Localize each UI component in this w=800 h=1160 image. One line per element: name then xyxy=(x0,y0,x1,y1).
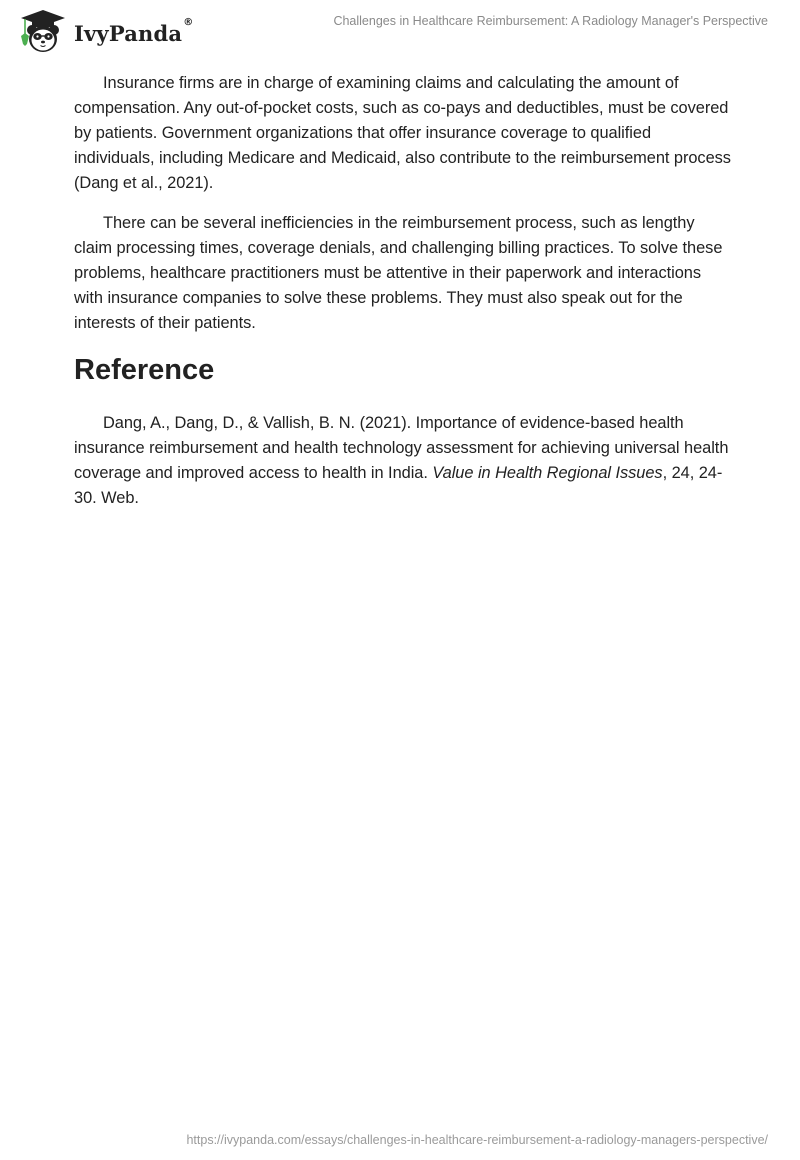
reference-entry xyxy=(74,411,734,511)
reference-text: Dang, A., Dang, D., & Vallish, B. N. (2021). Importance of evidence-based health insurance reimbursement and health technology assessment for achieving universal health coverage and improved access to health in India. xyxy=(74,414,729,482)
registered-mark: ® xyxy=(183,16,194,28)
journal-title: Value in Health Regional Issues xyxy=(432,464,663,482)
body-paragraph-1: Insurance firms are in charge of examining claims and calculating the amount of compensation. Any out-of-pocket costs, such as co-pays and deductibles, must be covered by patients. Government organizations that offer insurance coverage to qualified individuals, including Medicare and Medicaid, also contribute to the reimbursement process (Dang et al., 2021). xyxy=(74,74,731,192)
panda-graduate-icon xyxy=(18,8,68,54)
document-title: Challenges in Healthcare Reimbursement: A Radiology Manager's Perspective xyxy=(333,14,768,28)
essay-content xyxy=(74,71,734,511)
body-paragraph-2: There can be several inefficiencies in the reimbursement process, such as lengthy claim processing times, coverage denials, and challenging billing practices. To solve these problems, healthcare practitioners must be attentive in their paperwork and interactions with insurance companies to solve these problems. They must also speak out for the interests of their patients. xyxy=(74,214,723,332)
page-header xyxy=(0,0,800,60)
ivypanda-logo[interactable] xyxy=(18,8,193,54)
reference-heading: Reference xyxy=(74,354,215,386)
logo-wordmark xyxy=(74,16,194,46)
reference-details: , 24, 24-30. Web. xyxy=(74,464,723,507)
source-url-link[interactable]: https://ivypanda.com/essays/challenges-in-healthcare-reimbursement-a-radiology-managers-perspective/ xyxy=(186,1133,768,1147)
brand-name: IvyPanda xyxy=(74,20,183,46)
